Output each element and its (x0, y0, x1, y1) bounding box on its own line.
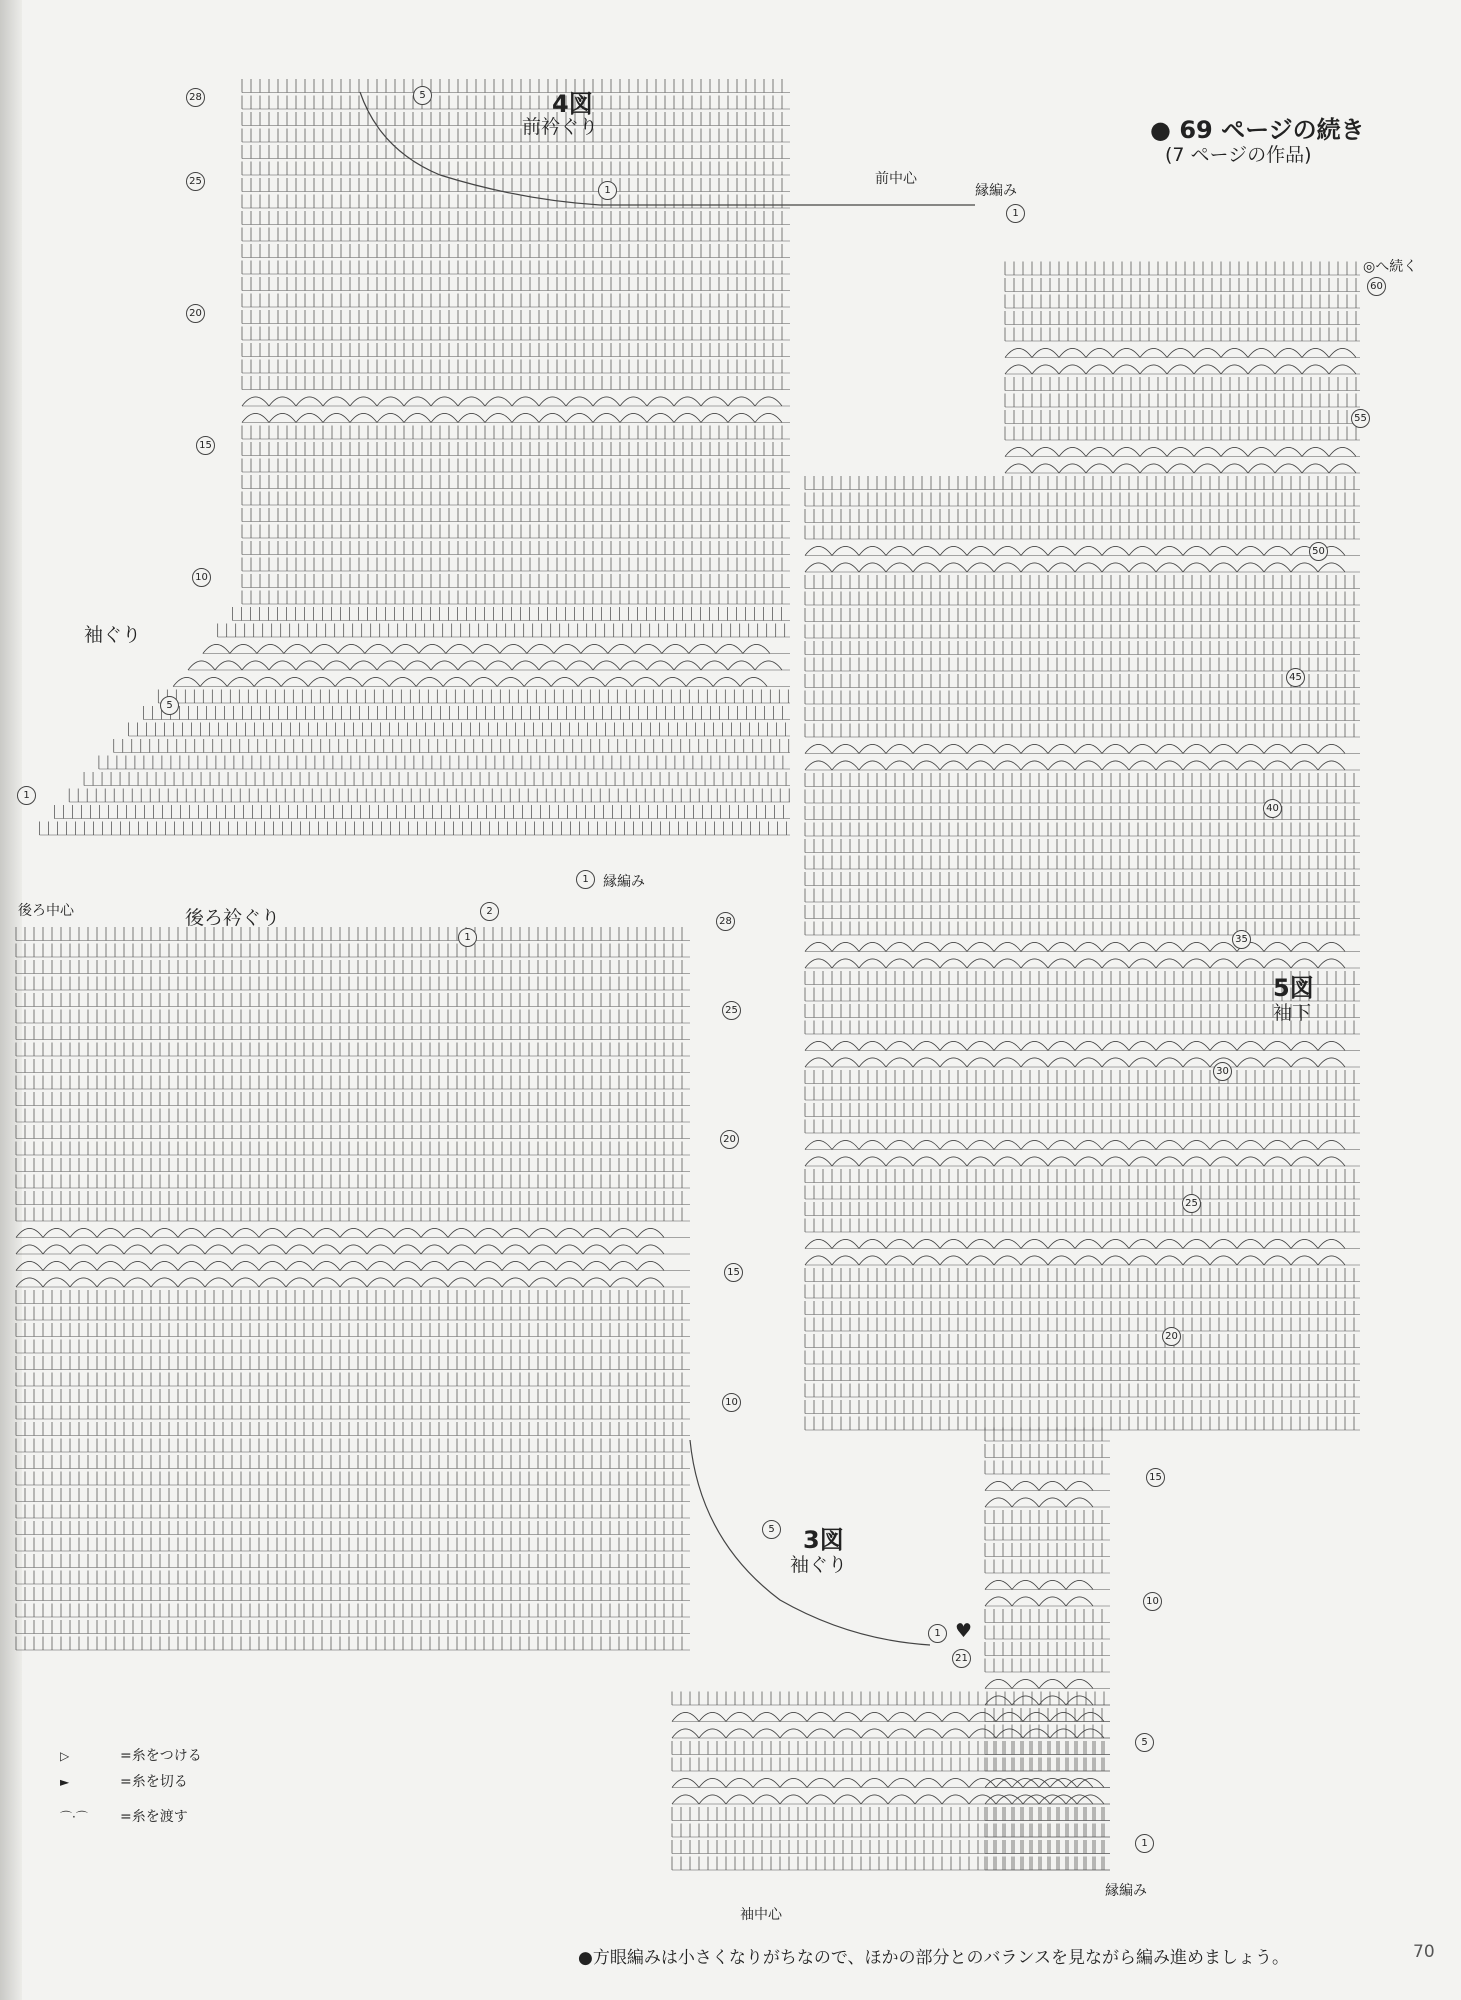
row-marker: 5 (762, 1520, 781, 1539)
row-marker: 45 (1286, 668, 1305, 687)
legend-carry-yarn: ⌒·⌒ =糸を渡す (60, 1809, 188, 1825)
row-marker: 60 (1367, 277, 1386, 296)
row-marker: 28 (716, 912, 735, 931)
row-marker: 20 (186, 304, 205, 323)
heart-icon: ♥ (955, 1620, 973, 1642)
figure5-continue-to: ◎へ続く (1363, 259, 1418, 275)
figure3-stitch-grid (16, 927, 930, 1650)
row-marker: 15 (1146, 1468, 1165, 1487)
legend-cut-yarn: ► =糸を切る (60, 1774, 188, 1790)
figure3-back-center: 後ろ中心 (18, 903, 74, 919)
figure4-front-center: 前中心 (875, 171, 917, 187)
row-marker: 28 (186, 88, 205, 107)
row-marker: 25 (1182, 1194, 1201, 1213)
row-marker: 15 (724, 1263, 743, 1282)
figure5-sleeve-center: 袖中心 (740, 1907, 782, 1923)
row-marker: 21 (952, 1649, 971, 1668)
row-marker: 40 (1263, 799, 1282, 818)
row-marker: 1 (458, 928, 477, 947)
figure4-title: 4図 (552, 90, 593, 118)
row-marker: 1 (576, 870, 595, 889)
figure4-stitch-grid (40, 79, 976, 835)
row-marker: 50 (1309, 542, 1328, 561)
row-marker: 35 (1232, 930, 1251, 949)
row-marker: 15 (196, 436, 215, 455)
figure3-back-neck: 後ろ衿ぐり (185, 907, 281, 929)
row-marker: 5 (160, 696, 179, 715)
row-marker: 20 (720, 1130, 739, 1149)
figure5-subtitle: 袖下 (1273, 1002, 1312, 1024)
cut-yarn-icon: ► (60, 1775, 70, 1789)
row-marker: 10 (192, 568, 211, 587)
continuation-title: ● 69 ページの続き (1150, 116, 1365, 144)
footer-note: ●方眼編みは小さくなりがちなので、ほかの部分とのバランスを見ながら編み進めましょう。 (578, 1948, 1289, 1968)
figure4-subtitle: 前衿ぐり (522, 116, 599, 138)
row-marker: 25 (186, 172, 205, 191)
figure5-edging: 縁編み (1105, 1883, 1147, 1899)
figure4-edging: 縁編み (975, 183, 1017, 199)
figure5-stitch-grid (672, 262, 1360, 1871)
row-marker: 1 (1135, 1834, 1154, 1853)
row-marker: 10 (722, 1393, 741, 1412)
row-marker: 1 (1006, 204, 1025, 223)
page-number: 70 (1413, 1942, 1435, 1962)
row-marker: 25 (722, 1001, 741, 1020)
legend-attach-yarn: ▷ =糸をつける (60, 1748, 202, 1764)
figure3-subtitle: 袖ぐり (790, 1554, 848, 1576)
row-marker: 30 (1213, 1062, 1232, 1081)
figure4-armhole: 袖ぐり (84, 624, 142, 646)
row-marker: 10 (1143, 1592, 1162, 1611)
figure3-edging: 縁編み (603, 874, 645, 890)
carry-yarn-icon: ⌒·⌒ (60, 1810, 88, 1824)
continuation-subtitle: (7 ページの作品) (1165, 144, 1312, 166)
attach-yarn-icon: ▷ (60, 1749, 70, 1763)
row-marker: 5 (413, 86, 432, 105)
figure5-title: 5図 (1273, 974, 1314, 1002)
row-marker: 55 (1351, 409, 1370, 428)
figure3-title: 3図 (803, 1526, 844, 1554)
row-marker: 1 (928, 1624, 947, 1643)
bullet-icon: ● (1150, 116, 1171, 144)
row-marker: 1 (17, 786, 36, 805)
row-marker: 5 (1135, 1733, 1154, 1752)
row-marker: 1 (598, 181, 617, 200)
row-marker: 2 (480, 902, 499, 921)
row-marker: 20 (1162, 1327, 1181, 1346)
